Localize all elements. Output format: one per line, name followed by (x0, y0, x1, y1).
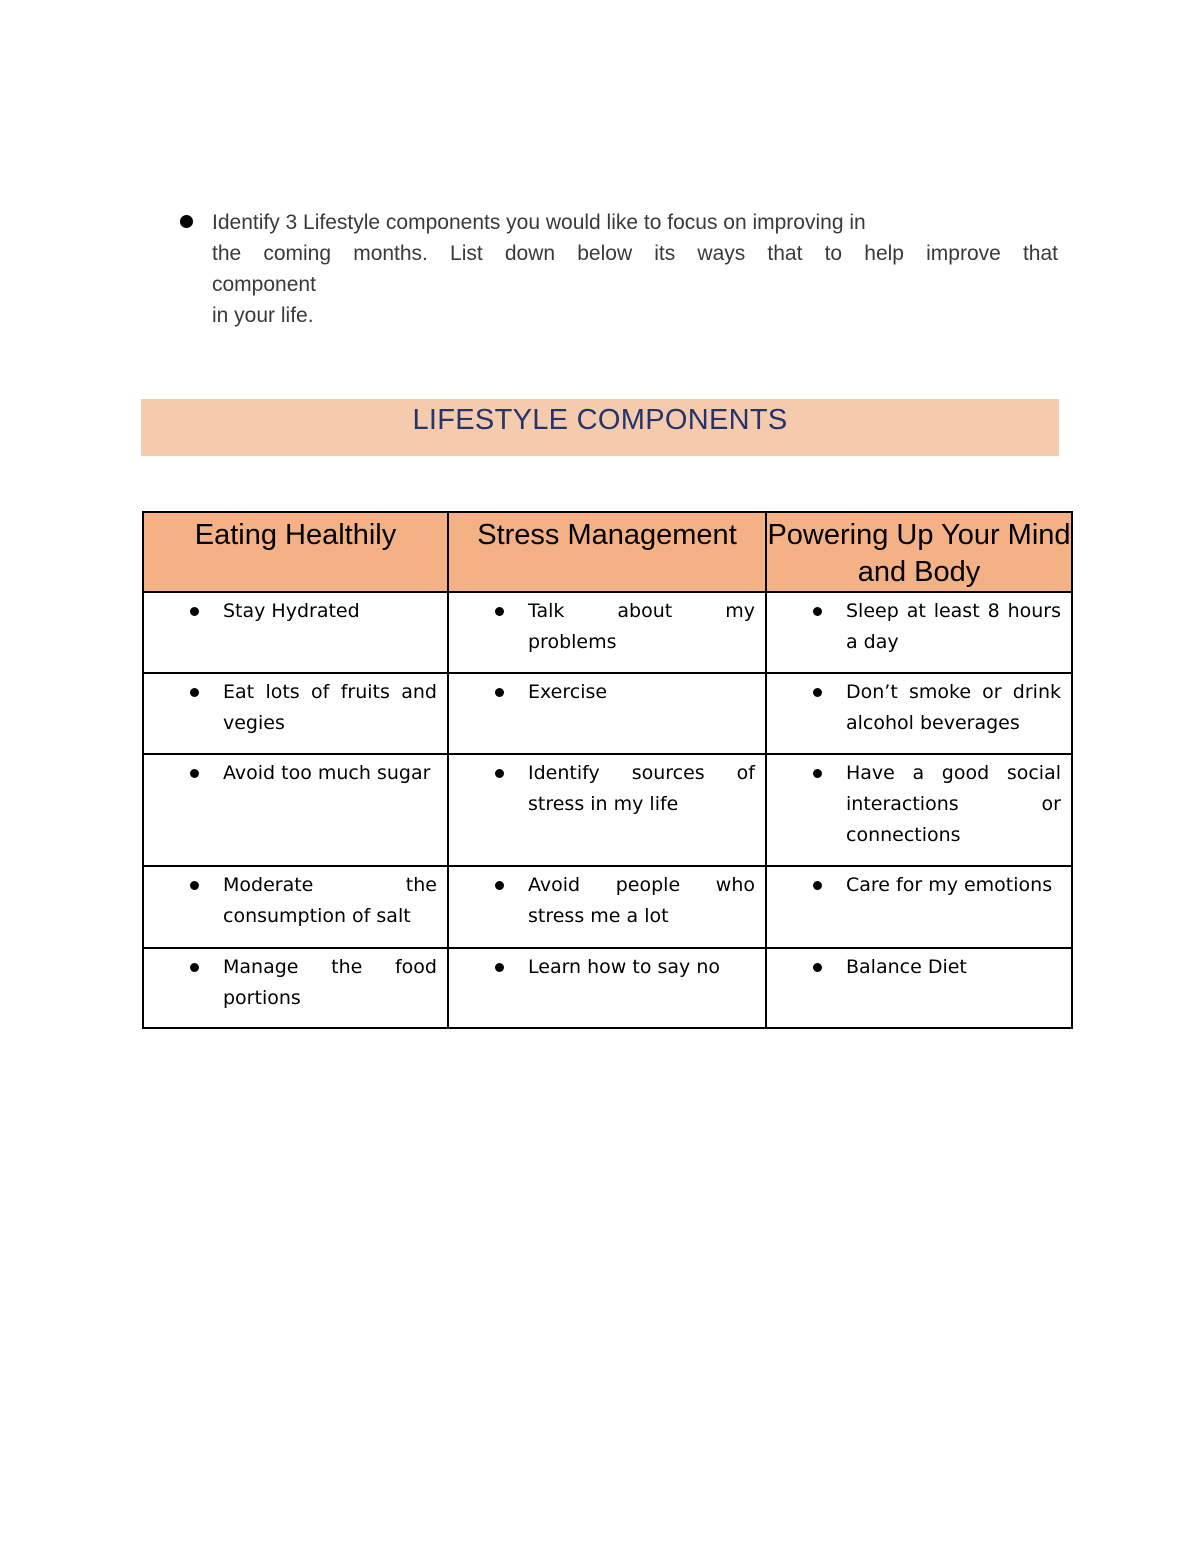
bullet-icon (495, 688, 504, 697)
bullet-icon (813, 963, 822, 972)
table-cell (143, 948, 448, 1028)
instruction-line: the coming months. List down below its ways that to help improve that (212, 242, 1058, 265)
bullet-icon (495, 607, 504, 616)
cell-text: Sleep at least 8 hours a day (846, 600, 1061, 653)
bullet-icon (190, 607, 199, 616)
table-row (143, 866, 1072, 948)
table-header-row (143, 512, 1072, 592)
table-cell (766, 948, 1072, 1028)
cell-text: Learn how to say no (528, 956, 720, 978)
cell-text: Avoid too much sugar (223, 762, 431, 784)
cell-text: Stay Hydrated (223, 600, 360, 622)
bullet-icon (190, 769, 199, 778)
banner-title: LIFESTYLE COMPONENTS (412, 404, 788, 436)
bullet-icon (190, 688, 199, 697)
table-row (143, 592, 1072, 673)
bullet-icon (495, 963, 504, 972)
table-cell (448, 673, 766, 754)
bullet-icon (190, 963, 199, 972)
lifestyle-table (142, 511, 1073, 1029)
table-cell (766, 592, 1072, 673)
table-cell (766, 673, 1072, 754)
table-cell (143, 866, 448, 948)
column-header: Stress Management (448, 512, 766, 592)
instruction-line: component (212, 273, 316, 296)
table-cell (143, 673, 448, 754)
bullet-icon (813, 769, 822, 778)
instruction-text (212, 207, 1058, 331)
table-cell (143, 592, 448, 673)
cell-text: Don’t smoke or drink alcohol beverages (846, 681, 1061, 734)
table-row (143, 948, 1072, 1028)
bullet-icon (495, 881, 504, 890)
cell-text: Exercise (528, 681, 608, 703)
table-cell (448, 592, 766, 673)
cell-text: Manage the food portions (223, 956, 437, 1009)
cell-text: Care for my emotions (846, 874, 1053, 896)
cell-text: Have a good social interactions or connections (846, 762, 1061, 846)
section-banner (141, 399, 1059, 456)
cell-text: Talk about my problems (528, 600, 755, 653)
cell-text: Moderate the consumption of salt (223, 874, 437, 927)
cell-text: Identify sources of stress in my life (528, 762, 755, 815)
bullet-icon (813, 688, 822, 697)
table-row (143, 673, 1072, 754)
table-cell (448, 866, 766, 948)
cell-text: Avoid people who stress me a lot (528, 874, 755, 927)
bullet-icon (180, 215, 193, 228)
table-cell (448, 948, 766, 1028)
column-header: Eating Healthily (143, 512, 448, 592)
cell-text: Balance Diet (846, 956, 967, 978)
instruction-block (180, 207, 1058, 331)
bullet-icon (813, 607, 822, 616)
cell-text: Eat lots of fruits and vegies (223, 681, 437, 734)
table-row (143, 754, 1072, 866)
table-cell (766, 754, 1072, 866)
table-cell (448, 754, 766, 866)
table-cell (766, 866, 1072, 948)
bullet-icon (495, 769, 504, 778)
instruction-line: Identify 3 Lifestyle components you would like to focus on improving in (212, 211, 866, 234)
column-header: Powering Up Your Mind and Body (766, 512, 1072, 592)
table-cell (143, 754, 448, 866)
bullet-icon (190, 881, 199, 890)
instruction-line: in your life. (212, 304, 314, 327)
bullet-icon (813, 881, 822, 890)
